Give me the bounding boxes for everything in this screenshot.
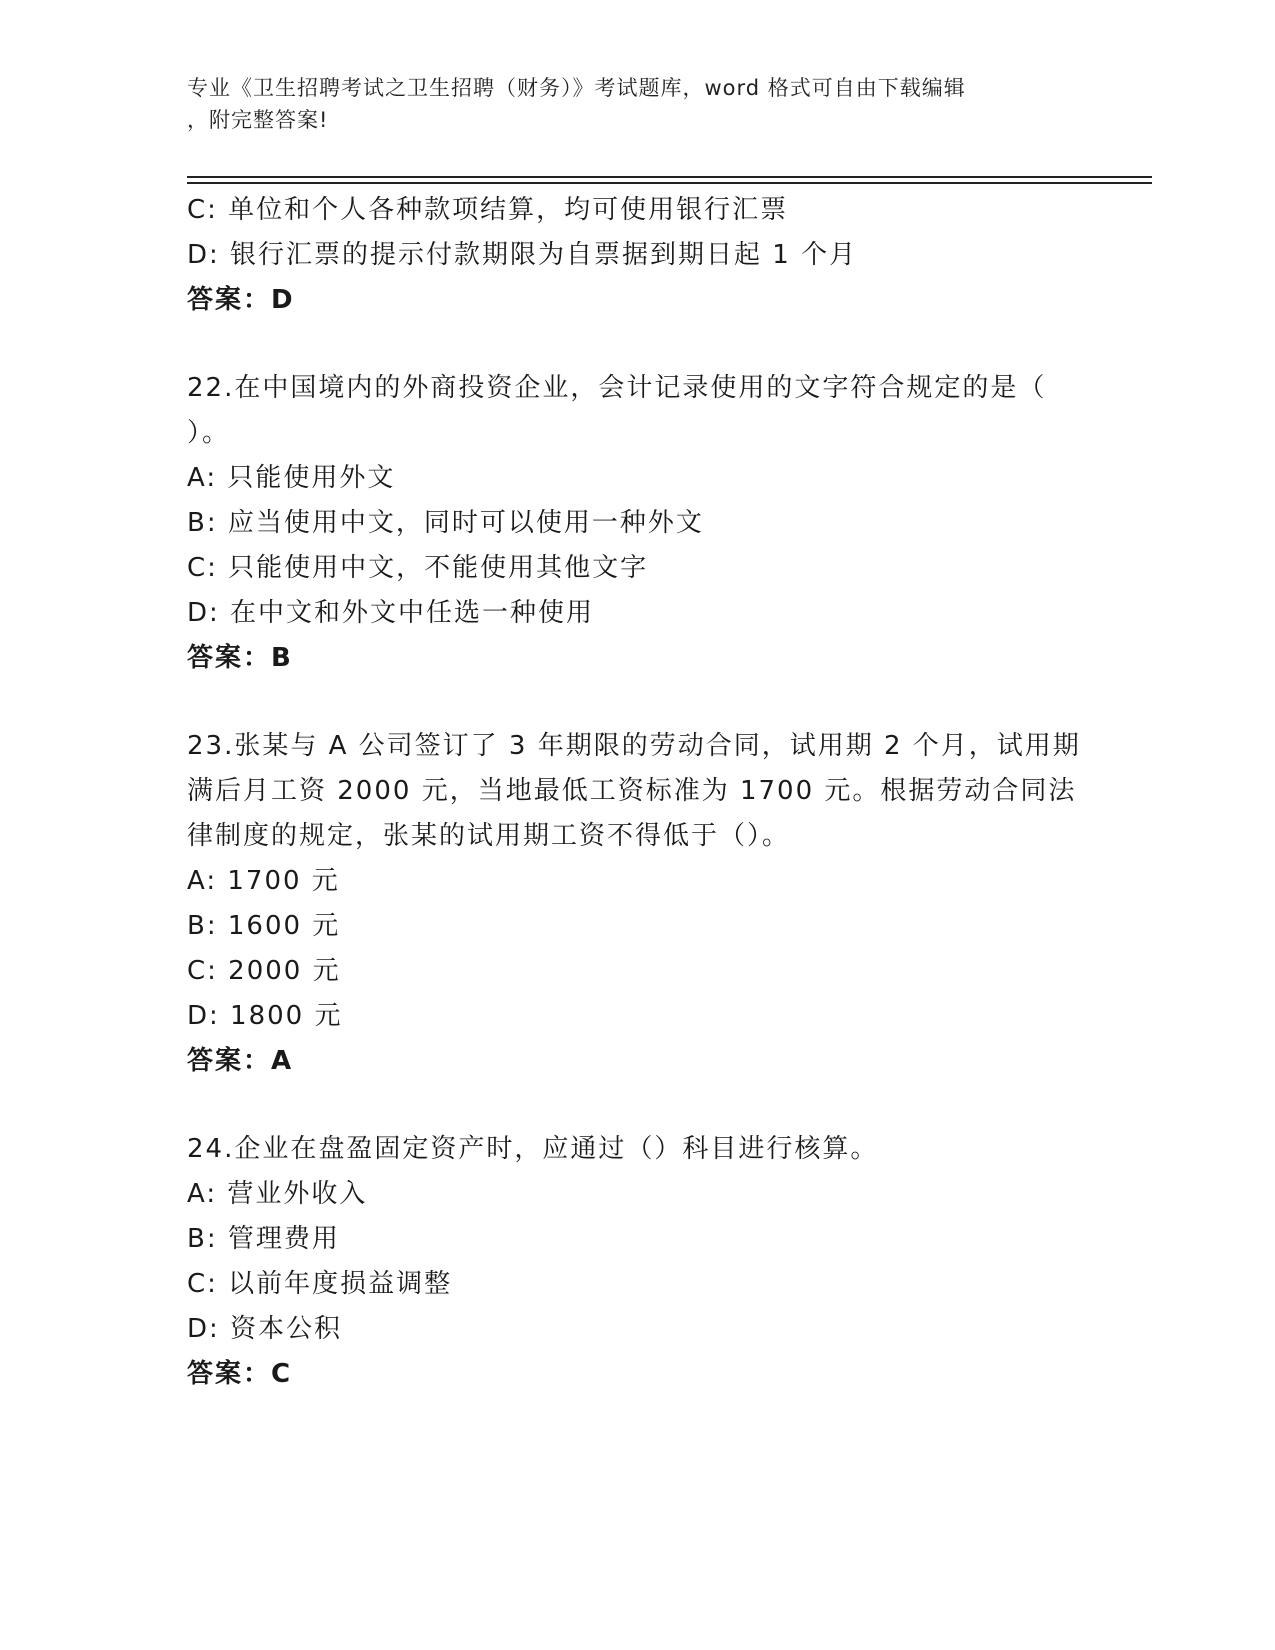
option-d: D: 资本公积 [187, 1314, 343, 1344]
question-22 [187, 366, 1087, 681]
option-c: C: 2000 元 [187, 956, 341, 986]
question-24 [187, 1127, 1087, 1397]
option-a: A: 只能使用外文 [187, 463, 396, 493]
question-text-line: 22.在中国境内的外商投资企业，会计记录使用的文字符合规定的是（ [187, 373, 1047, 403]
header-divider-bottom [187, 182, 1152, 184]
option-b: B: 1600 元 [187, 911, 341, 941]
answer-line: 答案：B [187, 643, 293, 673]
option-d: D: 银行汇票的提示付款期限为自票据到期日起 1 个月 [187, 240, 858, 270]
header-line-2: ，附完整答案! [187, 108, 329, 132]
question-text-line: 律制度的规定，张某的试用期工资不得低于（）。 [187, 821, 791, 851]
question-text-line: 24.企业在盘盈固定资产时，应通过（）科目进行核算。 [187, 1134, 879, 1164]
option-c: C: 以前年度损益调整 [187, 1269, 453, 1299]
document-header [187, 72, 1067, 136]
answer-line: 答案：D [187, 285, 295, 315]
option-a: A: 营业外收入 [187, 1179, 368, 1209]
question-text-line: 23.张某与 A 公司签订了 3 年期限的劳动合同，试用期 2 个月，试用期 [187, 731, 1081, 761]
question-text-line: 满后月工资 2000 元，当地最低工资标准为 1700 元。根据劳动合同法 [187, 776, 1077, 806]
option-c: C: 只能使用中文，不能使用其他文字 [187, 553, 649, 583]
question-21-continued [187, 188, 1087, 323]
option-b: B: 应当使用中文，同时可以使用一种外文 [187, 508, 704, 538]
header-divider-top [187, 176, 1152, 178]
option-b: B: 管理费用 [187, 1224, 340, 1254]
question-23 [187, 724, 1087, 1084]
header-line-1: 专业《卫生招聘考试之卫生招聘（财务）》考试题库，word 格式可自由下载编辑 [187, 76, 966, 100]
option-d: D: 在中文和外文中任选一种使用 [187, 598, 595, 628]
answer-line: 答案：A [187, 1046, 294, 1076]
option-a: A: 1700 元 [187, 866, 340, 896]
option-d: D: 1800 元 [187, 1001, 343, 1031]
question-list [187, 188, 1087, 1397]
answer-line: 答案：C [187, 1359, 293, 1389]
option-c: C: 单位和个人各种款项结算，均可使用银行汇票 [187, 195, 789, 225]
question-text-line: ）。 [187, 418, 231, 448]
